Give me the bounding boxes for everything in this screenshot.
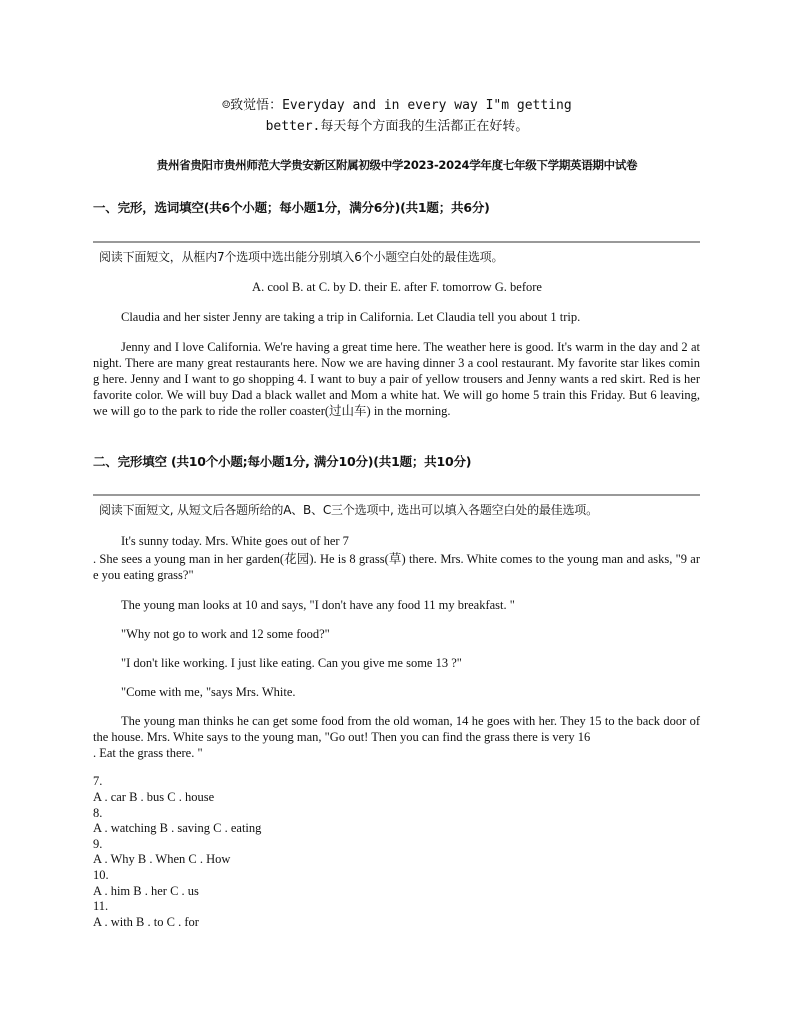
passage1-paragraph-1: Claudia and her sister Jenny are taking a trip in California. Let Claudia tell you about 1 trip.	[121, 310, 581, 324]
motto-line-1: ☺致觉悟：Everyday and in every way I"m getting	[222, 98, 572, 113]
question-number: 11.	[93, 899, 109, 913]
question-number: 10.	[93, 868, 109, 882]
section2-heading: 二、完形填空 (共10个小题;每小题1分, 满分10分)(共1题；共10分)	[93, 454, 472, 469]
exam-title: 贵州省贵阳市贵州师范大学贵安新区附属初级中学2023-2024学年度七年级下学期英语期中试卷	[156, 158, 638, 172]
passage2-paragraph-1: . She sees a young man in her garden(花园). He is 8 grass(草) there. Mrs. White comes to the young man and asks, "9 are you eating grass?"	[93, 552, 700, 582]
question-number: 8.	[93, 806, 103, 820]
passage2-paragraph-6: The young man thinks he can get some food from the old woman, 14 he goes with her. They 15 to the back door of the house. Mrs. White says to the young man, "Go out! Then you can find the grass there is very 16	[93, 714, 700, 744]
passage2-line-1: It's sunny today. Mrs. White goes out of her 7	[121, 534, 349, 548]
passage2-paragraph-5: "Come with me, "says Mrs. White.	[121, 685, 296, 699]
motto-line-2: better.每天每个方面我的生活都正在好转。	[265, 119, 529, 134]
word-options: A. cool B. at C. by D. their E. after F. tomorrow G. before	[252, 280, 542, 294]
question-choices: A . with B . to C . for	[93, 915, 199, 929]
question-number: 7.	[93, 774, 103, 788]
question-choices: A . watching B . saving C . eating	[93, 821, 262, 835]
question-choices: A . car B . bus C . house	[93, 790, 215, 804]
section1-divider	[93, 241, 700, 243]
passage2-paragraph-2: The young man looks at 10 and says, "I don't have any food 11 my breakfast. "	[121, 598, 515, 612]
passage2-paragraph-6-end: . Eat the grass there. "	[93, 746, 203, 760]
question-choices: A . Why B . When C . How	[93, 852, 231, 866]
section1-instruction: 阅读下面短文，从框内7个选项中选出能分别填入6个小题空白处的最佳选项。	[99, 250, 504, 264]
passage1-paragraph-2: Jenny and I love California. We're having a great time here. The weather here is good. It's warm in the day and 2 at night. There are many great restaurants here. Now we are having dinner 3 a cool restaurant. My favorite star likes coming here. Jenny and I want to go shopping 4. I want to buy a pair of yellow trousers and Jenny wants a red skirt. Red is her favorite color. We will buy Dad a black wallet and Mom a white hat. We will go home 5 train this Friday. But 6 leaving, we will go to the park to ride the roller coaster(过山车) in the morning.	[93, 340, 700, 418]
passage2-paragraph-4: "I don't like working. I just like eating. Can you give me some 13 ?"	[121, 656, 462, 670]
section2-instruction: 阅读下面短文, 从短文后各题所给的A、B、C三个选项中, 选出可以填入各题空白处的最佳选项。	[99, 503, 598, 517]
question-choices: A . him B . her C . us	[93, 884, 199, 898]
section2-divider	[93, 494, 700, 496]
passage2-paragraph-3: "Why not go to work and 12 some food?"	[121, 627, 330, 641]
section1-heading: 一、完形，选词填空(共6个小题；每小题1分，满分6分)(共1题；共6分)	[93, 200, 490, 215]
question-number: 9.	[93, 837, 103, 851]
